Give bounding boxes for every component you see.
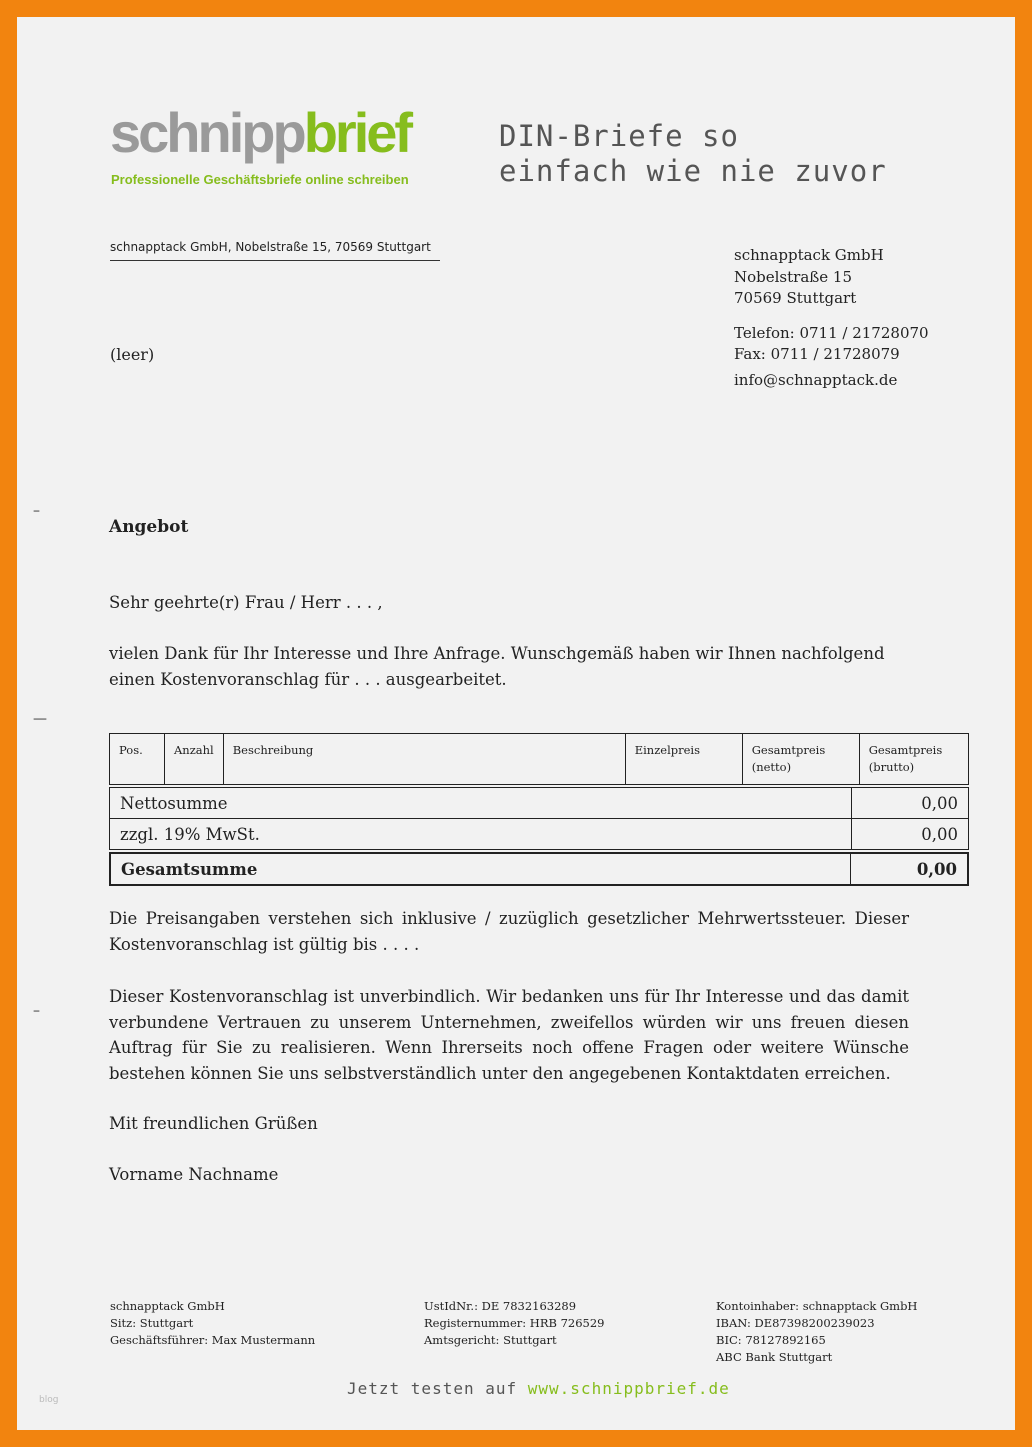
footer-bank-name: ABC Bank Stuttgart [716,1350,833,1364]
footer-managing-director: Geschäftsführer: Max Mustermann [110,1333,316,1347]
header-total-net-line-2: (netto) [751,760,792,774]
total-sum-value: 0,00 [851,853,969,885]
header-total-gross-line-1: Gesamtpreis [868,743,943,757]
logo-word-b: brief [303,101,411,164]
footer-company-name: schnapptack GmbH [110,1299,225,1313]
header-total-net-line-1: Gesamtpreis [751,743,826,757]
contact-phone: Telefon: 0711 / 21728070 [734,323,929,342]
vat-label: zzgl. 19% MwSt. [110,819,852,850]
sender-return-address: schnapptack GmbH, Nobelstraße 15, 70569 Stuttgart [110,240,440,261]
header-description: Beschreibung [223,734,625,785]
header-pos: Pos. [110,734,165,785]
footer-seat: Sitz: Stuttgart [110,1316,194,1330]
items-table-header-row [110,734,969,785]
fold-mark-top: – [33,503,40,519]
slogan [499,119,887,189]
footer-vat-id: UstIdNr.: DE 7832163289 [424,1299,577,1313]
contact-city: 70569 Stuttgart [734,289,857,307]
cta-text: Jetzt testen auf [347,1379,528,1398]
hole-punch-mark: — [33,711,47,727]
footer-bank-info [716,1298,917,1366]
salutation: Sehr geehrte(r) Frau / Herr . . . , [109,593,383,612]
fold-mark-bottom: – [33,1003,40,1019]
signature-name: Vorname Nachname [109,1165,279,1184]
vat-row [110,819,969,850]
closing-paragraph: Dieser Kostenvoranschlag ist unverbindlich. Wir bedanken uns für Ihr Interesse und das damit verbundene Vertrauen zu unserem Unternehmen, zweifellos würden wir uns freuen diesen Auftrag für Sie zu realisieren. Wenn Ihrerseits noch offene Fragen oder weitere Wünsche bestehen können Sie uns selbstverständlich unter den angegebenen Kontaktdaten erreichen. [109,987,909,1083]
intro-paragraph: vielen Dank für Ihr Interesse und Ihre Anfrage. Wunschgemäß haben wir Ihnen nachfolgend einen Kostenvoranschlag für . . . ausgearbeitet. [109,644,885,689]
footer-register-number: Registernummer: HRB 726529 [424,1316,605,1330]
footer-account-holder: Kontoinhaber: schnapptack GmbH [716,1299,918,1313]
letter-sheet [17,17,1015,1430]
net-sum-value: 0,00 [852,788,969,819]
footer-registration-info [424,1298,604,1349]
contact-fax: Fax: 0711 / 21728079 [734,345,900,363]
total-sum-row [110,853,968,885]
net-sum-label: Nettosumme [110,788,852,819]
contact-company: schnapptack GmbH [734,246,884,264]
total-sum-table [109,852,969,886]
slogan-line-1: DIN-Briefe so [499,119,739,153]
total-sum-label: Gesamtsumme [110,853,851,885]
footer-court: Amtsgericht: Stuttgart [424,1333,557,1347]
slogan-line-2: einfach wie nie zuvor [499,154,887,188]
schnippbrief-logo [110,101,411,164]
price-note-paragraph: Die Preisangaben verstehen sich inklusive / zuzüglich gesetzlicher Mehrwertssteuer. Dieser Kostenvoranschlag ist gültig bis . . . . [109,909,909,954]
header-total-net [742,734,859,785]
vat-value: 0,00 [852,819,969,850]
letter-subject: Angebot [109,517,189,537]
watermark: blog [39,1395,59,1405]
cta-url-link[interactable]: www.schnippbrief.de [527,1379,730,1398]
footer-company-info [110,1298,315,1349]
recipient-address: (leer) [110,345,155,364]
footer-iban: IBAN: DE87398200239023 [716,1316,875,1330]
contact-block [734,245,929,391]
header-unit-price: Einzelpreis [625,734,742,785]
contact-street: Nobelstraße 15 [734,267,853,286]
net-sum-table [109,787,969,850]
header-qty: Anzahl [165,734,224,785]
logo-tagline: Professionelle Geschäftsbriefe online schreiben [111,172,409,187]
net-sum-row [110,788,969,819]
header-total-gross [859,734,968,785]
header-total-gross-line-2: (brutto) [868,760,915,774]
logo-word-a: schnipp [110,101,304,164]
contact-email: info@schnapptack.de [734,370,898,389]
items-table [109,733,969,785]
cta-banner [347,1379,730,1398]
footer-bic: BIC: 78127892165 [716,1333,826,1347]
greeting: Mit freundlichen Grüßen [109,1114,318,1133]
